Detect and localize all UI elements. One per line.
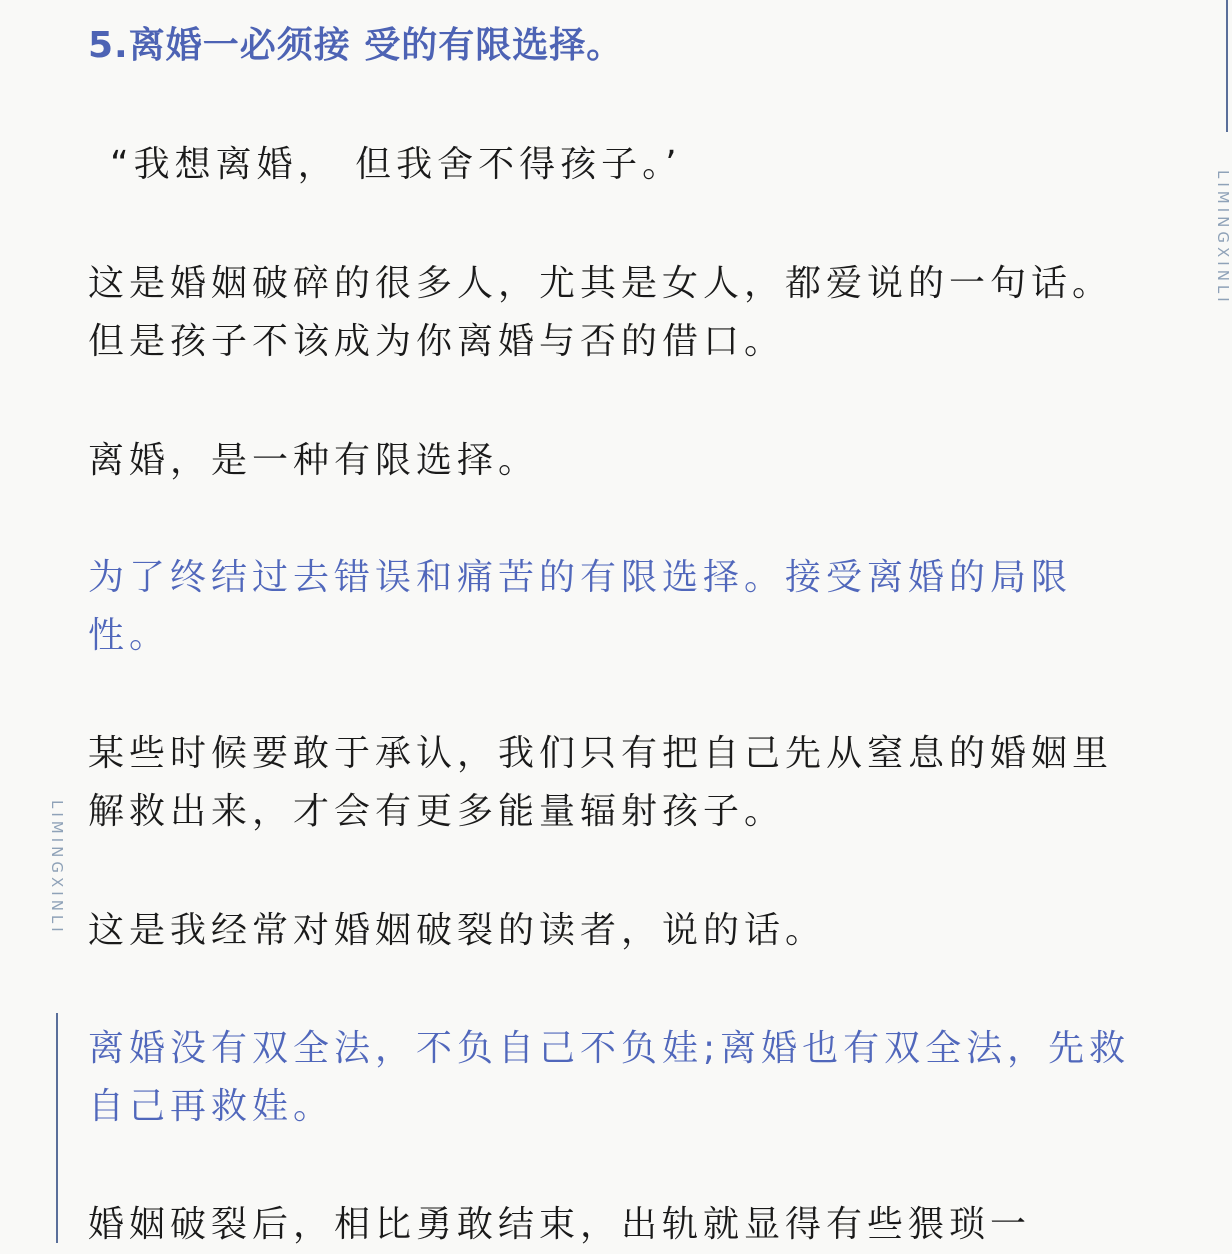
paragraph-line: 婚姻破裂后，相比勇敢结束，出轨就显得有些猥琐一 (88, 1204, 1032, 1245)
highlight-paragraph (88, 1020, 1168, 1136)
paragraph-line: 离婚，是一种有限选择。 (88, 440, 540, 481)
paragraph-line: 解救出来，才会有更多能量辐射孩子。 (88, 791, 786, 832)
watermark-left: LIMINGXINLI (48, 800, 66, 936)
watermark-right: LIMINGXINLI (1214, 170, 1232, 306)
paragraph (88, 432, 1168, 490)
quote-paragraph (110, 136, 1190, 194)
paragraph-line: 为了终结过去错误和痛苦的有限选择。接受离婚的局限 (88, 557, 1073, 598)
section-heading: 5.离婚一必须接 受的有限选择。 (88, 25, 624, 66)
paragraph (88, 1196, 1168, 1254)
paragraph-line: 离婚没有双全法，不负自己不负娃;离婚也有双全法，先救 (88, 1028, 1131, 1069)
paragraph-line: “我想离婚， 但我舍不得孩子。’ (110, 144, 682, 185)
decorative-rule-left (56, 1013, 58, 1243)
paragraph-line: 性。 (88, 615, 171, 656)
paragraph-line: 但是孩子不该成为你离婚与否的借口。 (88, 321, 786, 362)
paragraph (88, 902, 1168, 960)
paragraph-line: 自己再救娃。 (88, 1086, 335, 1127)
decorative-rule-right (1226, 0, 1228, 132)
paragraph-line: 这是婚姻破碎的很多人，尤其是女人，都爱说的一句话。 (88, 263, 1114, 304)
highlight-paragraph (88, 549, 1168, 665)
paragraph (88, 255, 1168, 371)
paragraph-line: 某些时候要敢于承认，我们只有把自己先从窒息的婚姻里 (88, 733, 1114, 774)
paragraph-line: 这是我经常对婚姻破裂的读者，说的话。 (88, 910, 827, 951)
paragraph (88, 725, 1168, 841)
